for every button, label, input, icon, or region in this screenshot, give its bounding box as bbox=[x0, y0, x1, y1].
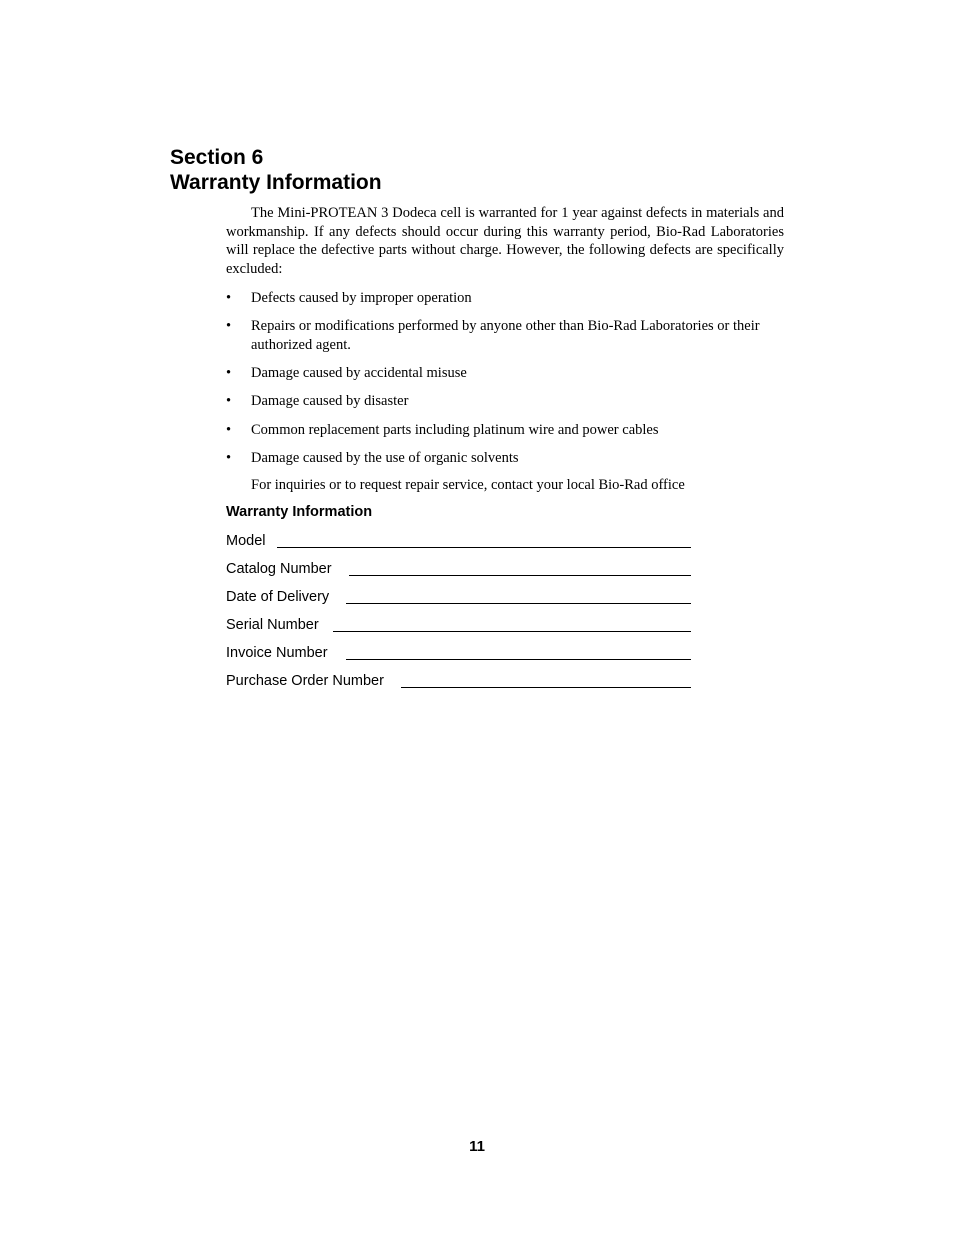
list-item bbox=[226, 449, 784, 468]
list-item-text: Defects caused by improper operation bbox=[251, 290, 472, 306]
field-label: Model bbox=[226, 533, 266, 549]
field-label: Serial Number bbox=[226, 617, 319, 633]
bullet-icon: • bbox=[226, 393, 232, 410]
blank-line[interactable] bbox=[346, 658, 691, 660]
section-heading bbox=[170, 145, 382, 195]
bullet-icon: • bbox=[226, 318, 232, 335]
bullet-icon: • bbox=[226, 449, 232, 466]
field-label: Catalog Number bbox=[226, 561, 332, 577]
exclusions-list bbox=[226, 289, 784, 477]
field-label: Purchase Order Number bbox=[226, 673, 384, 689]
blank-line[interactable] bbox=[346, 602, 691, 604]
list-item bbox=[226, 392, 784, 411]
blank-line[interactable] bbox=[277, 546, 692, 548]
model-field[interactable] bbox=[226, 530, 691, 550]
list-item bbox=[226, 317, 784, 354]
page-number: 11 bbox=[469, 1138, 485, 1155]
list-item-text: Damage caused by the use of organic solvents bbox=[251, 449, 519, 466]
section-number: Section 6 bbox=[170, 146, 264, 169]
section-title: Warranty Information bbox=[170, 171, 382, 194]
list-item bbox=[226, 421, 784, 440]
serial-number-field[interactable] bbox=[226, 614, 691, 634]
catalog-number-field[interactable] bbox=[226, 558, 691, 578]
date-of-delivery-field[interactable] bbox=[226, 586, 691, 606]
list-item-text: Common replacement parts including platinum wire and power cables bbox=[251, 421, 659, 438]
bullet-icon: • bbox=[226, 290, 232, 306]
field-label: Date of Delivery bbox=[226, 589, 330, 605]
blank-line[interactable] bbox=[349, 574, 691, 576]
intro-paragraph: The Mini-PROTEAN 3 Dodeca cell is warranted for 1 year against defects in materials and workmanship. If any defects should occur during this warranty period, Bio-Rad Laboratories will replace the defective parts without charge. However, the following defects are specifically excluded: bbox=[226, 205, 784, 278]
list-item-text: Damage caused by disaster bbox=[251, 393, 409, 410]
field-label: Invoice Number bbox=[226, 645, 328, 661]
list-item bbox=[226, 364, 784, 383]
purchase-order-number-field[interactable] bbox=[226, 670, 691, 690]
form-title: Warranty Information bbox=[226, 504, 373, 520]
bullet-icon: • bbox=[226, 365, 232, 382]
list-item-text: Damage caused by accidental misuse bbox=[251, 365, 467, 382]
list-item bbox=[226, 289, 784, 308]
bullet-icon: • bbox=[226, 421, 232, 438]
invoice-number-field[interactable] bbox=[226, 642, 691, 662]
blank-line[interactable] bbox=[401, 686, 691, 688]
list-item-text: Repairs or modifications performed by anyone other than Bio-Rad Laboratories or their authorized agent. bbox=[251, 318, 760, 353]
contact-paragraph: For inquiries or to request repair service, contact your local Bio-Rad office bbox=[251, 477, 685, 493]
blank-line[interactable] bbox=[333, 630, 691, 632]
